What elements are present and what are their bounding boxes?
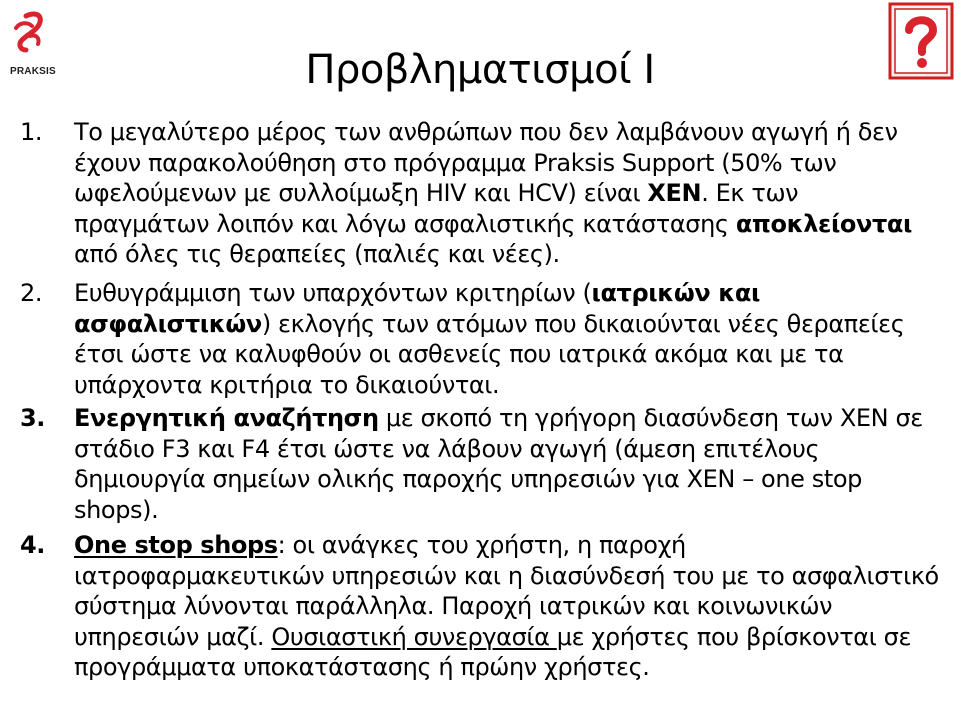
list-item-text	[74, 278, 940, 400]
text-segment: Το μεγαλύτερο μέρος των ανθρώπων που δεν λαμβάνουν αγωγή ή δεν έχουν παρακολούθηση στο πρόγραμμα Praksis Support (50% των ωφελούμενων με συλλοίμωξη HIV και HCV) είναι	[74, 118, 898, 207]
list-item-number: 4.	[20, 531, 46, 559]
list-item-1	[20, 117, 940, 270]
bold-text-segment: ιατρικών και ασφαλιστικών	[74, 279, 760, 338]
text-segment: : οι ανάγκες του χρήστη, η παροχή ιατροφαρμακευτικών υπηρεσιών και η διασύνδεσή του με το ασφαλιστικό σύστημα λύνονται παράλληλα. Παροχή ιατρικών και κοινωνικών υπηρεσιών μαζί.	[74, 531, 939, 651]
list-item-3	[20, 403, 940, 525]
text-segment: από όλες τις θεραπείες (παλιές και νέες).	[74, 240, 560, 268]
bold-underlined-text-segment: One stop shops	[74, 531, 278, 559]
list-item-number: 1.	[20, 118, 43, 146]
text-segment: με σκοπό τη γρήγορη διασύνδεση των ΧΕΝ σε στάδιο F3 και F4 έτσι ώστε να λάβουν αγωγή (άμεση επιτέλους δημιουργία σημείων ολικής παροχής υπηρεσιών για ΧΕΝ – one stop shops).	[74, 404, 923, 524]
list-item-4	[20, 530, 940, 683]
bold-text-segment: ΧΕΝ	[647, 179, 702, 207]
list-item-text	[74, 117, 940, 270]
list-item-number: 3.	[20, 404, 46, 432]
logo-text: PRAKSIS	[10, 66, 56, 77]
underlined-text-segment: Ουσιαστική συνεργασία	[271, 622, 557, 651]
list-item-text	[74, 403, 940, 525]
page-title: Προβληματισμοί Ι	[305, 47, 655, 93]
list-item-number: 2.	[20, 279, 43, 307]
text-segment: με χρήστες που βρίσκονται σε προγράμματα υποκατάστασης ή πρώην χρήστες.	[74, 622, 912, 681]
bold-text-segment: Ενεργητική αναζήτηση	[74, 404, 379, 432]
text-segment: ) εκλογής των ατόμων που δικαιούνται νέες θεραπείες έτσι ώστε να καλυφθούν οι ασθενείς που ιατρικά ακόμα και με τα υπάρχοντα κριτήρια το δικαιούνται.	[74, 309, 905, 399]
bold-text-segment: αποκλείονται	[735, 209, 912, 238]
text-segment: Ευθυγράμμιση των υπαρχόντων κριτηρίων (	[74, 279, 592, 307]
list-item-text	[74, 530, 940, 683]
text-segment: . Εκ των πραγμάτων λοιπόν και λόγω ασφαλιστικής κατάστασης	[74, 179, 799, 238]
list-item-2	[20, 278, 940, 400]
